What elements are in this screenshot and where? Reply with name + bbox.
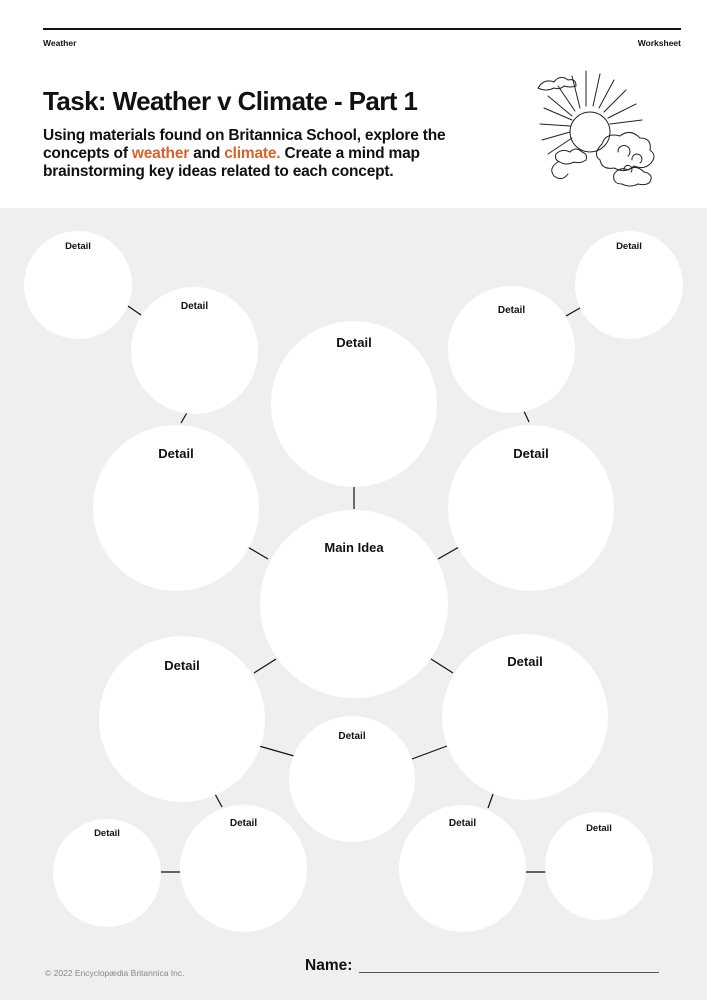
detail-bubble[interactable]: [53, 819, 161, 927]
detail-label: Detail: [158, 446, 194, 461]
instructions-and: and: [189, 145, 225, 162]
detail-bubble[interactable]: [545, 812, 653, 920]
detail-label: Detail: [94, 828, 120, 839]
detail-label: Detail: [336, 335, 372, 350]
connector: [215, 794, 222, 807]
detail-label: Detail: [586, 823, 612, 834]
detail-bubble[interactable]: [24, 231, 132, 339]
detail-label: Detail: [65, 241, 91, 252]
detail-label: Detail: [164, 658, 200, 673]
detail-bubble[interactable]: [448, 425, 614, 591]
detail-bubble[interactable]: [289, 716, 415, 842]
keyword-climate: climate.: [224, 145, 281, 162]
detail-bubble[interactable]: [442, 634, 608, 800]
keyword-weather: weather: [131, 145, 190, 162]
name-label: Name:: [305, 957, 353, 974]
detail-label: Detail: [338, 731, 366, 742]
name-field[interactable]: [359, 972, 659, 973]
detail-label: Detail: [180, 301, 209, 312]
detail-bubble[interactable]: [180, 805, 307, 932]
detail-label: Detail: [513, 446, 549, 461]
detail-bubble[interactable]: [271, 321, 437, 487]
detail-label: Detail: [448, 818, 477, 829]
page-title: Task: Weather v Climate - Part 1: [43, 86, 418, 116]
detail-bubble[interactable]: [575, 231, 683, 339]
header-doc-type: Worksheet: [637, 38, 681, 48]
connector: [259, 746, 294, 756]
detail-bubble[interactable]: [448, 286, 575, 413]
detail-label: Detail: [497, 305, 526, 316]
connector: [488, 794, 493, 808]
connector: [412, 746, 447, 759]
instructions-part2: Create a mind map brainstorming key ideas related to each concept.: [43, 145, 420, 180]
detail-bubble[interactable]: [399, 805, 526, 932]
copyright: © 2022 Encyclopædia Britannica Inc.: [45, 968, 185, 978]
main-idea-label: Main Idea: [324, 540, 384, 555]
detail-label: Detail: [616, 241, 642, 252]
detail-bubble[interactable]: [131, 287, 258, 414]
instructions-part1: Using materials found on Britannica School, explore the concepts of: [43, 127, 446, 162]
detail-label: Detail: [507, 654, 543, 669]
header-topic: Weather: [43, 38, 77, 48]
main-idea-bubble[interactable]: [260, 510, 448, 698]
detail-bubble[interactable]: [93, 425, 259, 591]
detail-label: Detail: [229, 818, 258, 829]
detail-bubble[interactable]: [99, 636, 265, 802]
